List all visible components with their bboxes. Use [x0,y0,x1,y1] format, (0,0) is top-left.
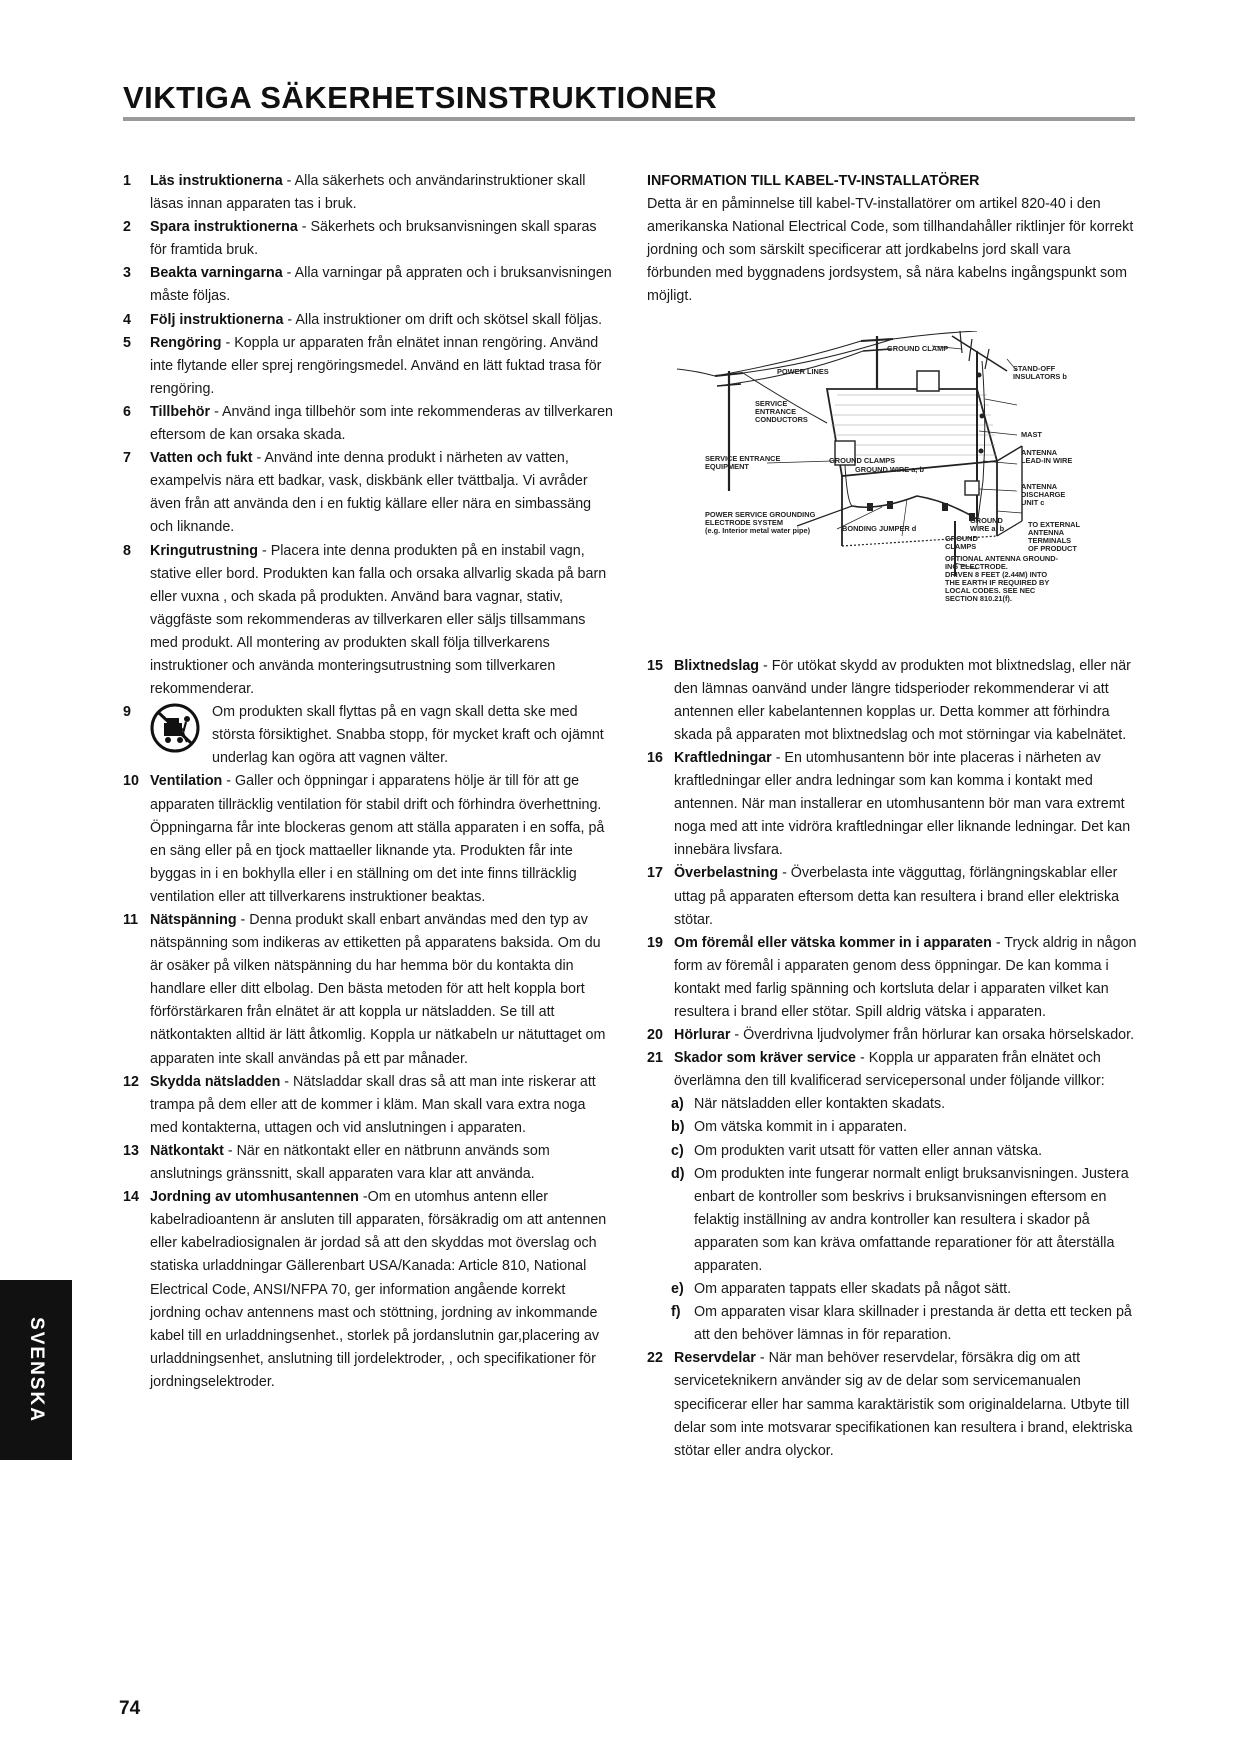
instruction-item-2 [123,216,613,262]
item-number: 15 [647,657,663,674]
item-text: - Denna produkt skall enbart användas med den typ av nätspänning som indikeras av ettiketten på apparatens baksida. Om du är osäker på vilken nätspänning du har hemma bör du kontakta din handlare eller ditt elbolag. Den bästa metoden för att helt koppla bort förförstärkaren från elnätet är att koppla ur nätsladden. Se till att nätkontakten alltid är lätt åtkomlig. Koppla ur nätkabeln ur nätuttaget om apparaten inte skall användas på ett par månader. [150,912,606,1067]
item-number: 17 [647,865,663,882]
label-optional-3: DRIVEN 8 FEET (2.44M) INTO [945,569,1048,579]
label-terminals-antenna: ANTENNA [1028,527,1065,537]
instruction-item-15 [647,655,1137,747]
instruction-item-4 [123,309,613,332]
label-water-pipe: (e.g. Interior metal water pipe) [705,525,811,535]
item-term: Kraftledningar [674,749,772,766]
label-discharge-unit: UNIT c [1021,497,1045,507]
item-number: 2 [123,219,131,236]
sub-item-e [647,1278,1137,1301]
instruction-item-19 [647,932,1137,1024]
item-number: 3 [123,265,131,282]
item-text: - Säkerhets och bruksanvisningen skall sparas för framtida bruk. [150,219,597,259]
instruction-item-3 [123,262,613,308]
item-number: 19 [647,934,663,951]
item-term: Kringutrustning [150,542,259,559]
item-term: Nätkontakt [150,1142,224,1159]
left-column [123,170,613,1394]
item-text: - När man behöver reservdelar, försäkra dig om att serviceteknikern använder sig av de delar som servicemanualen specificerar eller har samma karaktäristik som originaldelarna. Utbyte till delar som inte motsvarar specifikationen kan resultera i brand, elektriska stötar eller andra olyckor. [674,1350,1133,1459]
item-text: -Om en utomhus antenn eller kabelradioantenn är ansluten till apparaten, försäkradig om att antennen eller kabelradiosignalen är jordad så att den skyddas mot överslag och statiska urladdningar Gällerenbart USA/Kanada: Article 810, National Electrical Code, ANSI/NFPA 70, ger information angående korrekt jordning ochav antennens mast och stöttning, jordning av inkommande kabel till en urladdningsenhet., storlek på jordanslutnin gar,placering av urladdningsenhet, anslutning till jordelektroder, , och specifikationer för jordningselektroder. [150,1189,607,1390]
item-text: - Koppla ur apparaten från elnätet innan rengöring. Använd inte flytande eller sprej rengöringsmedel. Använd en lätt fuktad trasa för rengöring. [150,334,602,397]
sub-item-letter: b) [671,1119,685,1136]
item-text: - Alla säkerhets och användarinstruktioner skall läsas innan apparaten tas i bruk. [150,173,586,213]
sub-item-text: Om produkten varit utsatt för vatten eller annan vätska. [694,1142,1043,1159]
item-number: 9 [123,704,131,721]
label-optional-5: LOCAL CODES. SEE NEC [945,585,1036,595]
label-ground-clamps: GROUND CLAMPS [829,455,896,465]
item-term: Rengöring [150,334,222,351]
instruction-item-22 [647,1347,1137,1462]
page-number: 74 [119,1698,141,1719]
label-mast: MAST [1021,429,1042,439]
label-stand-off-insulators: INSULATORS b [1013,371,1067,381]
item-term: Spara instruktionerna [150,219,298,236]
label-ground-wire-2: GROUND [970,515,1003,525]
item-text: Om produkten skall flyttas på en vagn skall detta ske med största försiktighet. Snabba stopp, för mycket kraft och ojämnt underlag kan ogöra att vagnen välter. [212,704,604,767]
label-power-service-grounding: POWER SERVICE GROUNDING [705,509,816,519]
item-term: Skydda nätsladden [150,1073,281,1090]
item-text: - Överdrivna ljudvolymer från hörlurar kan orsaka hörselskador. [730,1027,1135,1044]
sub-item-f [647,1301,1137,1347]
item-text: - Placera inte denna produkten på en instabil vagn, stative eller bord. Produkten kan falla och orsaka allvarlig skada på barn eller vuxna , och skada på produkten. Använd bara vagnar, stativ, väggfäste som rekommenderas av tillverkaren eller säljs tillsammans med produkt. All montering av produkten skall följa tillverkarens instruktioner och använda monteringsutrustning som tillverkaren rekommenderar. [150,542,607,698]
instruction-item-1 [123,170,613,216]
item-number: 20 [647,1027,663,1044]
grounding-diagram-svg [677,331,1097,641]
item-number: 14 [123,1189,139,1206]
antenna-grounding-diagram [677,331,1097,641]
label-ground-clamps-2: GROUND [945,533,978,543]
item-number: 8 [123,542,131,559]
label-ground-wire: GROUND WIRE a, b [855,464,924,474]
item-term: Tillbehör [150,403,211,420]
instruction-item-8 [123,540,613,702]
item-number: 21 [647,1050,663,1067]
item-term: Jordning av utomhusantennen [150,1189,359,1206]
item-text: - För utökat skydd av produkten mot blixtnedslag, eller när den lämnas oanvänd under längre tidsperioder rekommenderar vi att antennen eller kabelantennen kopplas ur. Detta kommer att förhindra skada på apparaten mot blixtnedslag och mot störningar via kabelnätet. [674,657,1131,743]
sub-item-text: Om apparaten tappats eller skadats på något sätt. [694,1281,1012,1298]
item-term: Blixtnedslag [674,657,760,674]
item-text: - Alla varningar på appraten och i bruksanvisningen måste följas. [150,265,612,305]
sub-item-d [647,1163,1137,1278]
instruction-item-13 [123,1140,613,1186]
instruction-item-16 [647,747,1137,862]
label-optional-1: OPTIONAL ANTENNA GROUND- [945,553,1059,563]
sub-item-c [647,1140,1137,1163]
sub-item-text: Om apparaten visar klara skillnader i prestanda är detta ett tecken på att den behöver lämnas in för reparation. [694,1304,1132,1344]
instruction-item-11 [123,909,613,1071]
label-lead-in-wire: LEAD-IN WIRE [1021,455,1073,465]
sub-item-letter: a) [671,1096,684,1113]
language-side-tab [0,1280,72,1460]
label-ground-clamps-2-sub: CLAMPS [945,541,977,551]
item-number: 1 [123,173,131,189]
label-optional-6: SECTION 810.21(f). [945,593,1012,603]
item-text: - När en nätkontakt eller en nätbrunn används som anslutnings gränssnitt, skall apparaten vara klar att använda. [150,1142,550,1183]
label-optional-4: THE EARTH IF REQUIRED BY [945,577,1050,587]
item-term: Ventilation [150,773,223,790]
cart-tip-warning-icon [150,703,200,753]
sub-item-b [647,1116,1137,1139]
label-power-lines: POWER LINES [777,366,829,376]
item-text: - Använd inte denna produkt i närheten av vatten, exampelvis nära ett badkar, vask, diskbänk eller tvättbalja. Vi avråder även från att använda den i en fuktig källare eller nära en simbassäng och liknande. [150,450,592,536]
item-number: 7 [123,450,131,467]
cable-info-heading: INFORMATION TILL KABEL-TV-INSTALLATÖRER [647,173,980,189]
label-discharge-antenna: ANTENNA [1021,481,1058,491]
sub-item-text: Om produkten inte fungerar normalt enligt bruksanvisningen. Justera enbart de kontroller som beskrivs i bruksanvisningen eftersom en felaktig inställning av andra kontroller kan resultera i skador på apparaten som kan kräva omfattande reparationer för att återställa apparaten. [694,1165,1129,1274]
item-text: - Använd inga tillbehör som inte rekommenderas av tillverkaren eftersom de kan orsaka skada. [150,403,613,444]
title-rule [123,117,1135,121]
sub-item-text: Om vätska kommit in i apparaten. [694,1119,907,1136]
item-term: Om föremål eller vätska kommer in i apparaten [674,934,992,951]
cable-info-text: Detta är en påminnelse till kabel-TV-installatörer om artikel 820-40 i den amerikanska National Electrical Code, som tillhandahåller riktlinjer för korrekt jordning och som särskilt specificerar att jordkabelns jord skall vara förbunden med byggnadens jordsystem, så nära kabelns ingångspunkt som möjligt. [647,196,1134,305]
sub-item-letter: f) [671,1304,681,1321]
label-stand-off: STAND-OFF [1013,363,1056,373]
instruction-item-14 [123,1186,613,1394]
item-text: - Överbelasta inte vägguttag, förlängningskablar eller uttag på apparaten eftersom detta kan resultera i brand eller elektriska stötar. [674,865,1120,928]
item-term: Skador som kräver service [674,1050,857,1067]
item-term: Hörlurar [674,1027,731,1044]
sub-item-a [647,1093,1137,1116]
instruction-item-10 [123,770,613,909]
label-service-entrance-eq: SERVICE ENTRANCE [705,453,781,463]
label-service: SERVICE [755,398,788,408]
item-number: 13 [123,1142,139,1159]
label-bonding-jumper: BONDING JUMPER d [842,523,917,533]
item-text: - En utomhusantenn bör inte placeras i närheten av kraftledningar eller andra ledningar som kan komma i kontakt med antennen. När man installerar en utomhusantenn bör man vara extremt noga med att inte vidröra kraftledningar eller liknande ledningar. Det kan innebära livsfara. [674,749,1131,859]
item-text: - Koppla ur apparaten från elnätet och överlämna den till kvalificerad servicepersonal under följande villkor: [674,1050,1105,1090]
item-text: - Alla instruktioner om drift och skötsel skall följas. [283,311,603,328]
item-number: 4 [123,311,131,328]
instruction-item-9 [123,701,613,770]
label-ground-clamp: GROUND CLAMP [887,343,949,353]
instruction-item-17 [647,862,1137,931]
instruction-item-12 [123,1071,613,1140]
label-ground-wire-2-sub: WIRE a, b [970,523,1005,533]
sub-item-letter: c) [671,1142,684,1159]
item-term: Överbelastning [674,865,779,882]
item-number: 5 [123,334,131,351]
label-of-product: OF PRODUCT [1028,543,1077,553]
item-number: 22 [647,1350,663,1367]
instruction-item-20 [647,1024,1137,1047]
item-term: Reservdelar [674,1350,756,1367]
language-label: SVENSKA [26,1317,47,1423]
label-antenna: ANTENNA [1021,447,1058,457]
sub-item-letter: e) [671,1281,684,1298]
sub-item-letter: d) [671,1165,685,1182]
item-text: - Nätsladdar skall dras så att man inte riskerar att trampa på dem eller att de kommer i kläm. Man skall vara extra noga med kontakterna, uttagen och vid anslutningen i apparaten. [150,1073,596,1136]
item-number: 6 [123,403,131,420]
item-term: Beakta varningarna [150,265,283,282]
label-equipment: EQUIPMENT [705,461,749,471]
item-number: 11 [123,912,139,928]
item-text: - Galler och öppningar i apparatens hölje är till för att ge apparaten tillräcklig ventilation för stabil drift och förhindra överhettning. Öppningarna får inte blockeras genom att ställa apparaten i en soffa, på en säng eller på en tjock mattaeller liknande yta. Produkten får inte byggas in i en bokhylla eller i en ställning om det inte finns tillräcklig ventilation eller att tillverkarens instruktioner beaktas. [150,773,605,905]
label-terminals: TERMINALS [1028,535,1072,545]
instruction-item-7 [123,447,613,539]
instruction-item-5 [123,332,613,401]
item-number: 10 [123,773,139,790]
item-number: 16 [647,749,663,766]
label-discharge: DISCHARGE [1021,489,1066,499]
instruction-item-6 [123,401,613,447]
label-service-entrance: ENTRANCE [755,406,797,416]
label-optional-2: ING ELECTRODE. [945,561,1008,571]
sub-item-text: När nätsladden eller kontakten skadats. [694,1096,946,1113]
item-term: Läs instruktionerna [150,173,283,189]
label-electrode-system: ELECTRODE SYSTEM [705,517,784,527]
right-column [647,170,1137,1463]
item-term: Vatten och fukt [150,450,253,467]
instruction-item-21 [647,1047,1137,1093]
item-number: 12 [123,1073,139,1090]
item-term: Nätspänning [150,912,237,928]
item-text: - Tryck aldrig in någon form av föremål i apparaten genom dess öppningar. De kan komma i kontakt med farlig spänning och kortsluta delar i apparaten vilket kan resultera i brand eller stötar. Spill aldrig vätska i apparaten. [674,934,1137,1020]
item-term: Följ instruktionerna [150,311,284,328]
label-service-conductors: CONDUCTORS [755,414,808,424]
label-to-external: TO EXTERNAL [1028,519,1081,529]
page-title: VIKTIGA SÄKERHETSINSTRUKTIONER [123,80,718,115]
